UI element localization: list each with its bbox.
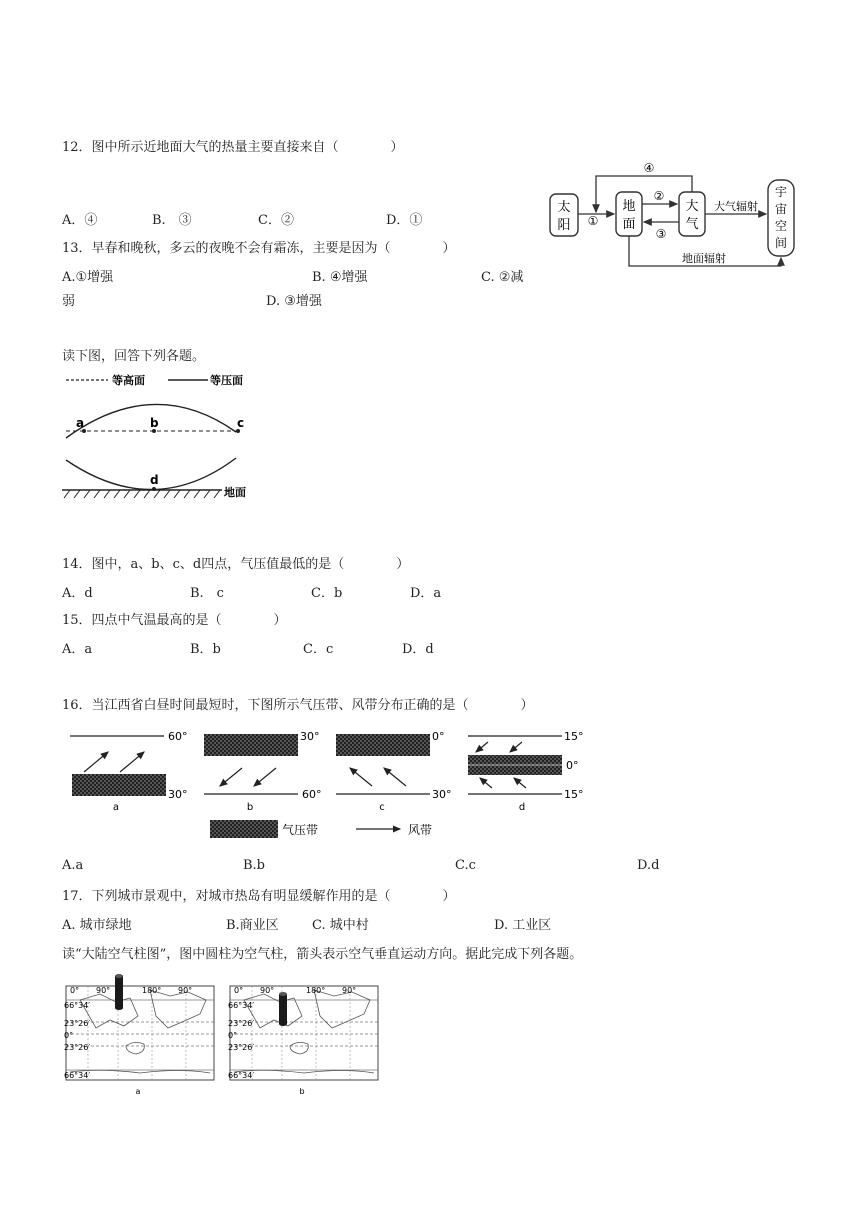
q16-stem: 16．当江西省白昼时间最短时，下图所示气压带、风带分布正确的是（ ） [62, 698, 534, 713]
svg-text:宙: 宙 [774, 202, 788, 216]
q17-stem: 17．下列城市景观中，对城市热岛有明显缓解作用的是（ ） [62, 889, 456, 904]
air-column-maps [60, 970, 390, 1100]
svg-text:b: b [299, 1087, 305, 1096]
q16-option-c: C.c [455, 858, 476, 873]
svg-text:30°: 30° [168, 788, 188, 801]
svg-text:风带: 风带 [408, 823, 433, 837]
svg-text:a: a [112, 802, 120, 813]
svg-text:②: ② [653, 189, 665, 203]
map-b [228, 986, 378, 1096]
q13-option-c-wrap: 弱 [62, 294, 76, 309]
svg-text:a: a [135, 1087, 141, 1096]
svg-text:等高面: 等高面 [112, 374, 145, 387]
svg-text:a: a [76, 416, 85, 430]
q14-stem: 14．图中，a、b、c、d四点，气压值最低的是（ ） [62, 557, 410, 572]
svg-text:间: 间 [774, 236, 788, 250]
svg-text:阳: 阳 [557, 218, 571, 233]
svg-text:b: b [246, 802, 254, 813]
svg-text:气: 气 [685, 217, 699, 232]
svg-text:等压面: 等压面 [210, 374, 243, 387]
svg-text:0°: 0° [432, 730, 445, 743]
svg-text:①: ① [587, 214, 599, 228]
q13-option-a: A.①增强 [62, 270, 114, 285]
q17-option-d: D. 工业区 [494, 918, 552, 933]
q15-option-c: C．c [303, 642, 334, 657]
svg-text:180°: 180° [142, 986, 162, 995]
map-a [64, 974, 214, 1096]
q12-option-c: C．② [258, 213, 294, 228]
svg-text:地: 地 [622, 199, 636, 214]
svg-text:90°: 90° [260, 986, 275, 995]
svg-text:90°: 90° [342, 986, 357, 995]
svg-text:60°: 60° [302, 788, 322, 801]
svg-text:15°: 15° [564, 730, 584, 743]
svg-text:地面: 地面 [224, 486, 246, 499]
svg-text:太: 太 [557, 200, 571, 215]
isobar-diagram [58, 370, 258, 500]
svg-text:0°: 0° [64, 1031, 74, 1040]
q13-option-c: C. ②减 [481, 270, 524, 285]
q15-option-d: D．d [402, 642, 434, 657]
q16-option-a: A.a [62, 858, 84, 873]
svg-text:60°: 60° [168, 730, 188, 743]
svg-text:大气辐射: 大气辐射 [714, 200, 758, 213]
svg-text:30°: 30° [432, 788, 452, 801]
svg-text:0°: 0° [566, 759, 579, 772]
q14-option-b: B. c [190, 586, 224, 601]
q17-option-a: A. 城市绿地 [62, 918, 132, 933]
q16-option-d: D.d [637, 858, 660, 873]
q13-option-d: D. ③增强 [266, 294, 322, 309]
q12-option-b: B. ③ [152, 213, 192, 228]
read-instruction-1: 读下图，回答下列各题。 [62, 349, 206, 364]
svg-text:b: b [150, 416, 159, 430]
svg-text:c: c [237, 416, 245, 430]
svg-text:d: d [518, 802, 526, 813]
svg-text:地面辐射: 地面辐射 [682, 252, 726, 265]
q14-option-c: C．b [311, 586, 343, 601]
read-instruction-2: 读“大陆空气柱图”，图中圆柱为空气柱，箭头表示空气垂直运动方向。据此完成下列各题。 [62, 947, 583, 962]
svg-text:0°: 0° [70, 986, 80, 995]
q13-stem: 13．早春和晚秋，多云的夜晚不会有霜冻，主要是因为（ ） [62, 241, 456, 256]
q13-option-b: B. ④增强 [312, 270, 368, 285]
svg-text:c: c [379, 802, 385, 813]
svg-text:180°: 180° [306, 986, 326, 995]
q17-option-b: B.商业区 [226, 918, 279, 933]
q16-option-b: B.b [243, 858, 266, 873]
svg-text:0°: 0° [234, 986, 244, 995]
svg-text:大: 大 [685, 199, 699, 214]
svg-text:面: 面 [622, 217, 636, 232]
q17-option-c: C. 城中村 [312, 918, 369, 933]
svg-text:66°34′: 66°34′ [228, 1001, 255, 1010]
svg-text:90°: 90° [178, 986, 193, 995]
svg-text:d: d [150, 473, 159, 487]
svg-text:23°26′: 23°26′ [64, 1019, 91, 1028]
svg-text:空: 空 [774, 219, 788, 233]
q14-option-d: D．a [410, 586, 442, 601]
svg-text:15°: 15° [564, 788, 584, 801]
q15-stem: 15．四点中气温最高的是（ ） [62, 613, 287, 628]
svg-text:③: ③ [655, 227, 667, 241]
q15-option-a: A．a [62, 642, 93, 657]
svg-text:0°: 0° [228, 1031, 238, 1040]
svg-text:66°34′: 66°34′ [64, 1001, 91, 1010]
svg-text:23°26′: 23°26′ [228, 1043, 255, 1052]
svg-text:90°: 90° [96, 986, 111, 995]
q12-stem: 12．图中所示近地面大气的热量主要直接来自（ ） [62, 140, 404, 155]
q12-option-d: D．① [386, 213, 423, 228]
pressure-wind-belts-diagram [60, 722, 600, 846]
svg-text:23°26′: 23°26′ [228, 1019, 255, 1028]
svg-text:23°26′: 23°26′ [64, 1043, 91, 1052]
svg-text:30°: 30° [300, 730, 320, 743]
svg-text:宇: 宇 [774, 185, 788, 199]
q15-option-b: B．b [190, 642, 221, 657]
q14-option-a: A．d [62, 586, 93, 601]
svg-text:66°34′: 66°34′ [228, 1071, 255, 1080]
svg-text:气压带: 气压带 [282, 823, 319, 837]
q12-option-a: A．④ [62, 213, 98, 228]
atmosphere-heat-diagram [546, 158, 796, 272]
svg-text:66°34′: 66°34′ [64, 1071, 91, 1080]
svg-text:④: ④ [643, 161, 655, 175]
